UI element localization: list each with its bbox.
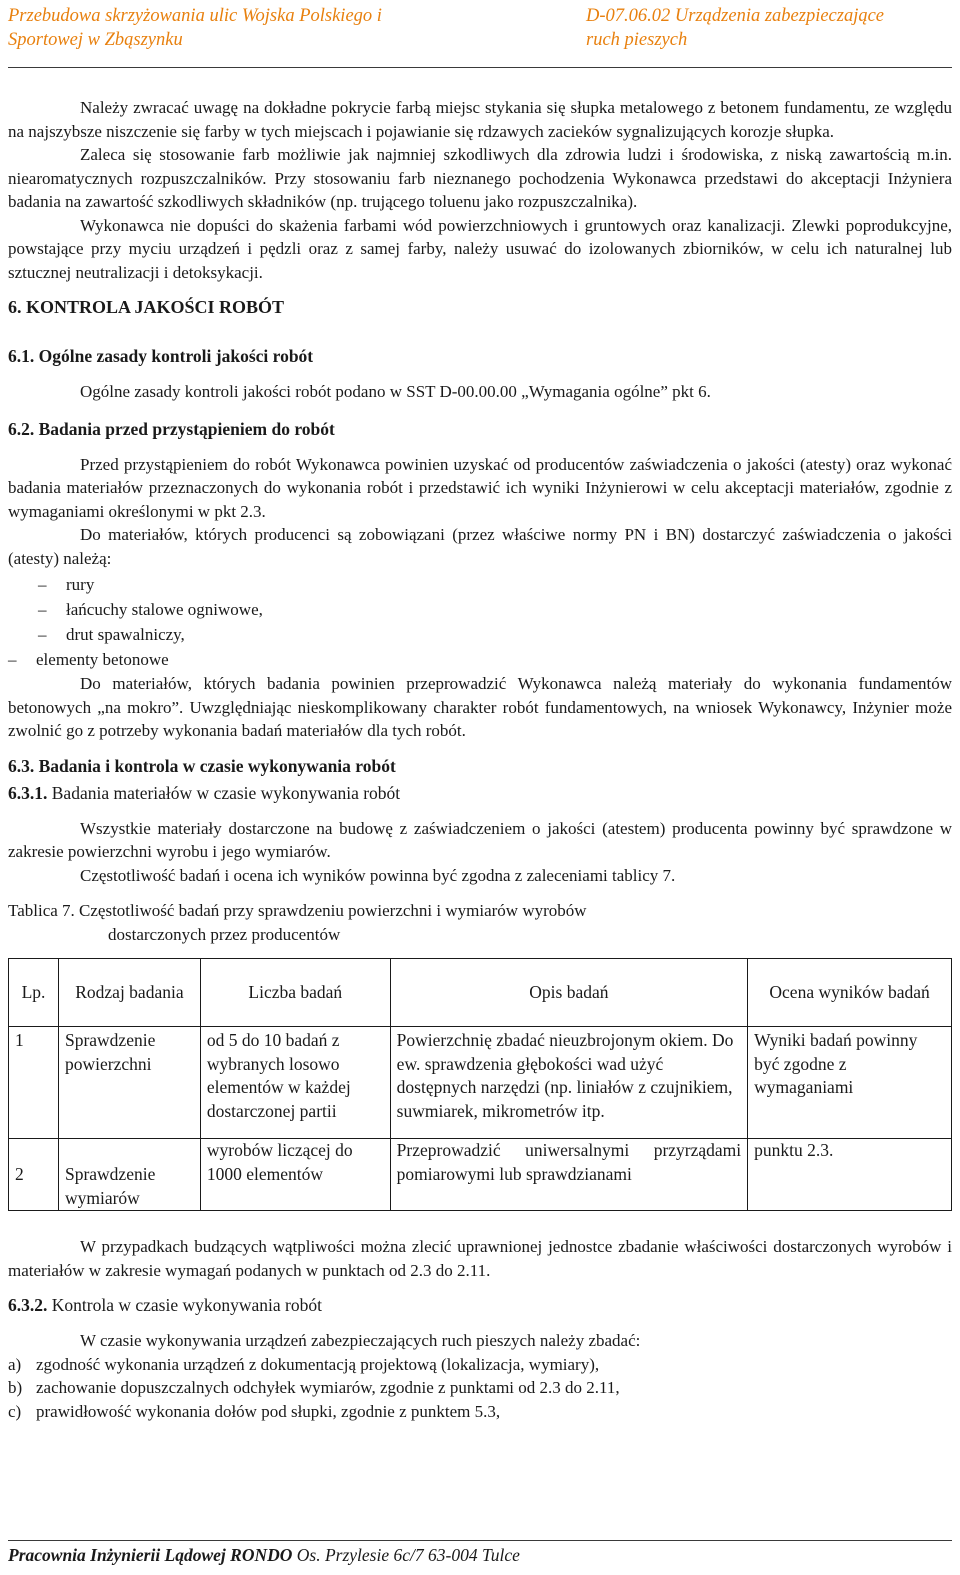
table-row bbox=[9, 1027, 952, 1139]
table-cell: Powierzchnię zbadać nieuzbrojonym okiem. Do ew. sprawdzenia głębokości wad użyć dostępnych narzędzi (np. liniałów z czujnikiem, suwmiarek, mikrometrów itp. bbox=[390, 1027, 747, 1139]
paragraph-paint-recommendation: Zaleca się stosowanie farb możliwie jak najmniej szkodliwych dla zdrowia ludzi i środowiska, z niską zawartością m.in. niearomatycznych rozpuszczalników. Przy stosowaniu farb nieznanego pochodzenia Wykonawca przedstawi do akceptacji Inżyniera badania na zawartość szkodliwych składników (np. trującego toluenu jako rozpuszczalnika). bbox=[8, 145, 952, 211]
header-project-title bbox=[8, 4, 382, 52]
list-item: – drut spawalniczy, bbox=[38, 625, 185, 644]
table-cell: Sprawdzenie powierzchni bbox=[58, 1027, 200, 1139]
header-right-line-2: ruch pieszych bbox=[586, 30, 688, 50]
header-left-line-1: Przebudowa skrzyżowania ulic Wojska Polskiego i bbox=[8, 6, 382, 26]
section-heading-6-2: 6.2. Badania przed przystąpieniem do robót bbox=[8, 418, 335, 439]
page-footer bbox=[8, 1540, 952, 1566]
paragraph-doubts: W przypadkach budzących wątpliwości można zlecić uprawnionej jednostce zbadanie właściwości dostarczonych wyrobów i materiałów w zakresie wymagań podanych w punktach od 2.3 do 2.11. bbox=[8, 1237, 952, 1280]
header-left-line-2: Sportowej w Zbąszynku bbox=[8, 30, 183, 50]
paragraph-contractor-tests: Do materiałów, których badania powinien przeprowadzić Wykonawca należą materiały do wykonania fundamentów betonowych „na mokro”. Uwzględniając nieskomplikowany charakter robót fundamentowych, na wniosek Wykonawcy, Inżynier może zwolnić go z potrzeby wykonania badań materiałów dla tych robót. bbox=[8, 674, 952, 740]
section-heading-6-1: 6.1. Ogólne zasady kontroli jakości robót bbox=[8, 346, 314, 366]
letter-list bbox=[8, 1353, 952, 1424]
list-item: – elementy betonowe bbox=[8, 650, 169, 669]
table-header-ocena: Ocena wyników badań bbox=[748, 959, 952, 1027]
section-heading-6-3-2: 6.3.2. Kontrola w czasie wykonywania robót bbox=[8, 1295, 322, 1315]
paragraph-contamination: Wykonawca nie dopuści do skażenia farbami wód powierzchniowych i gruntowych oraz kanalizacji. Zlewki poprodukcyjne, powstające przy myciu urządzeń i pędzli oraz z samej farby, należy usuwać do izolowanych zbiorników, w celu ich naturalnej lub sztucznej neutralizacji i detoksykacji. bbox=[8, 215, 952, 282]
footer-address: Os. Przylesie 6c/7 63-004 Tulce bbox=[292, 1545, 520, 1565]
paragraph-certificates: Do materiałów, których producenci są zobowiązani (przez właściwe normy PN i BN) dostarczyć zaświadczenia o jakości (atesty) należą: bbox=[8, 525, 952, 568]
table-cell: punktu 2.3. bbox=[748, 1139, 952, 1211]
paragraph-paint-coverage: Należy zwracać uwagę na dokładne pokrycie farbą miejsc stykania się słupka metalowego z betonem fundamentu, ze względu na najszybsze niszczenie się farby w tych miejscach i pojawianie się rdzawych zacieków sygnalizujących korozje słupka. bbox=[8, 98, 952, 141]
table-header-opis: Opis badań bbox=[390, 959, 747, 1027]
paragraph-frequency: Częstotliwość badań i ocena ich wyników powinna być zgodna z zaleceniami tablicy 7. bbox=[80, 865, 676, 885]
table-cell: Przeprowadzić uniwersalnymi przyrządami pomiarowymi lub sprawdzianami bbox=[390, 1139, 747, 1211]
list-item: b) zachowanie dopuszczalnych odchyłek wymiarów, zgodnie z punktami od 2.3 do 2.11, bbox=[8, 1378, 620, 1397]
list-item: – łańcuchy stalowe ogniwowe, bbox=[38, 600, 263, 619]
table-header-liczba: Liczba badań bbox=[200, 959, 390, 1027]
paragraph-during-works: W czasie wykonywania urządzeń zabezpieczających ruch pieszych należy zbadać: bbox=[80, 1331, 641, 1350]
header-right-line-1: D-07.06.02 Urządzenia zabezpieczające bbox=[586, 6, 885, 26]
document-body bbox=[8, 96, 952, 1423]
table-header-rodzaj: Rodzaj badania bbox=[58, 959, 200, 1027]
table-header-lp: Lp. bbox=[9, 959, 59, 1027]
paragraph-pre-tests: Przed przystąpieniem do robót Wykonawca powinien uzyskać od producentów zaświadczenia o jakości (atesty) oraz wykonać badania materiałów przeznaczonych do wykonania robót i przedstawić ich wyniki Inżynierowi w celu akceptacji materiałów, zgodnie z wymaganiami określonymi w pkt 2.3. bbox=[8, 454, 952, 521]
table-header-row bbox=[9, 959, 952, 1027]
table-cell: Sprawdzenie wymiarów bbox=[58, 1139, 200, 1211]
table-cell: wyrobów liczącej do 1000 elementów bbox=[200, 1139, 390, 1211]
section-heading-6-3-1: 6.3.1. Badania materiałów w czasie wykonywania robót bbox=[8, 782, 401, 803]
section-heading-6: 6. KONTROLA JAKOŚCI ROBÓT bbox=[8, 297, 285, 317]
table-cell: 1 bbox=[9, 1027, 59, 1139]
table-cell: Wyniki badań powinny być zgodne z wymaganiami bbox=[748, 1027, 952, 1139]
footer-company: Pracownia Inżynierii Lądowej RONDO bbox=[8, 1545, 293, 1565]
table-caption: Tablica 7. Częstotliwość badań przy sprawdzeniu powierzchni i wymiarów wyrobów dostarczonych przez producentów bbox=[8, 901, 587, 944]
dash-list bbox=[8, 572, 952, 672]
table-7 bbox=[8, 958, 952, 1211]
table-row bbox=[9, 1139, 952, 1211]
paragraph-general-rules: Ogólne zasady kontroli jakości robót podano w SST D-00.00.00 „Wymagania ogólne” pkt 6. bbox=[80, 382, 711, 401]
paragraph-delivered-materials: Wszystkie materiały dostarczone na budowę z zaświadczeniem o jakości (atestem) producenta powinny być sprawdzone w zakresie powierzchni wyrobu i jego wymiarów. bbox=[8, 818, 952, 861]
list-item: c) prawidłowość wykonania dołów pod słupki, zgodnie z punktem 5.3, bbox=[8, 1401, 501, 1421]
page-header bbox=[8, 4, 952, 68]
table-cell: od 5 do 10 badań z wybranych losowo elementów w każdej dostarczonej partii bbox=[200, 1027, 390, 1139]
header-spec-title bbox=[586, 4, 884, 52]
list-item: a) zgodność wykonania urządzeń z dokumentacją projektową (lokalizacja, wymiary), bbox=[8, 1354, 600, 1374]
section-heading-6-3: 6.3. Badania i kontrola w czasie wykonywania robót bbox=[8, 755, 396, 776]
table-cell: 2 bbox=[9, 1139, 59, 1211]
list-item: – rury bbox=[38, 575, 95, 594]
